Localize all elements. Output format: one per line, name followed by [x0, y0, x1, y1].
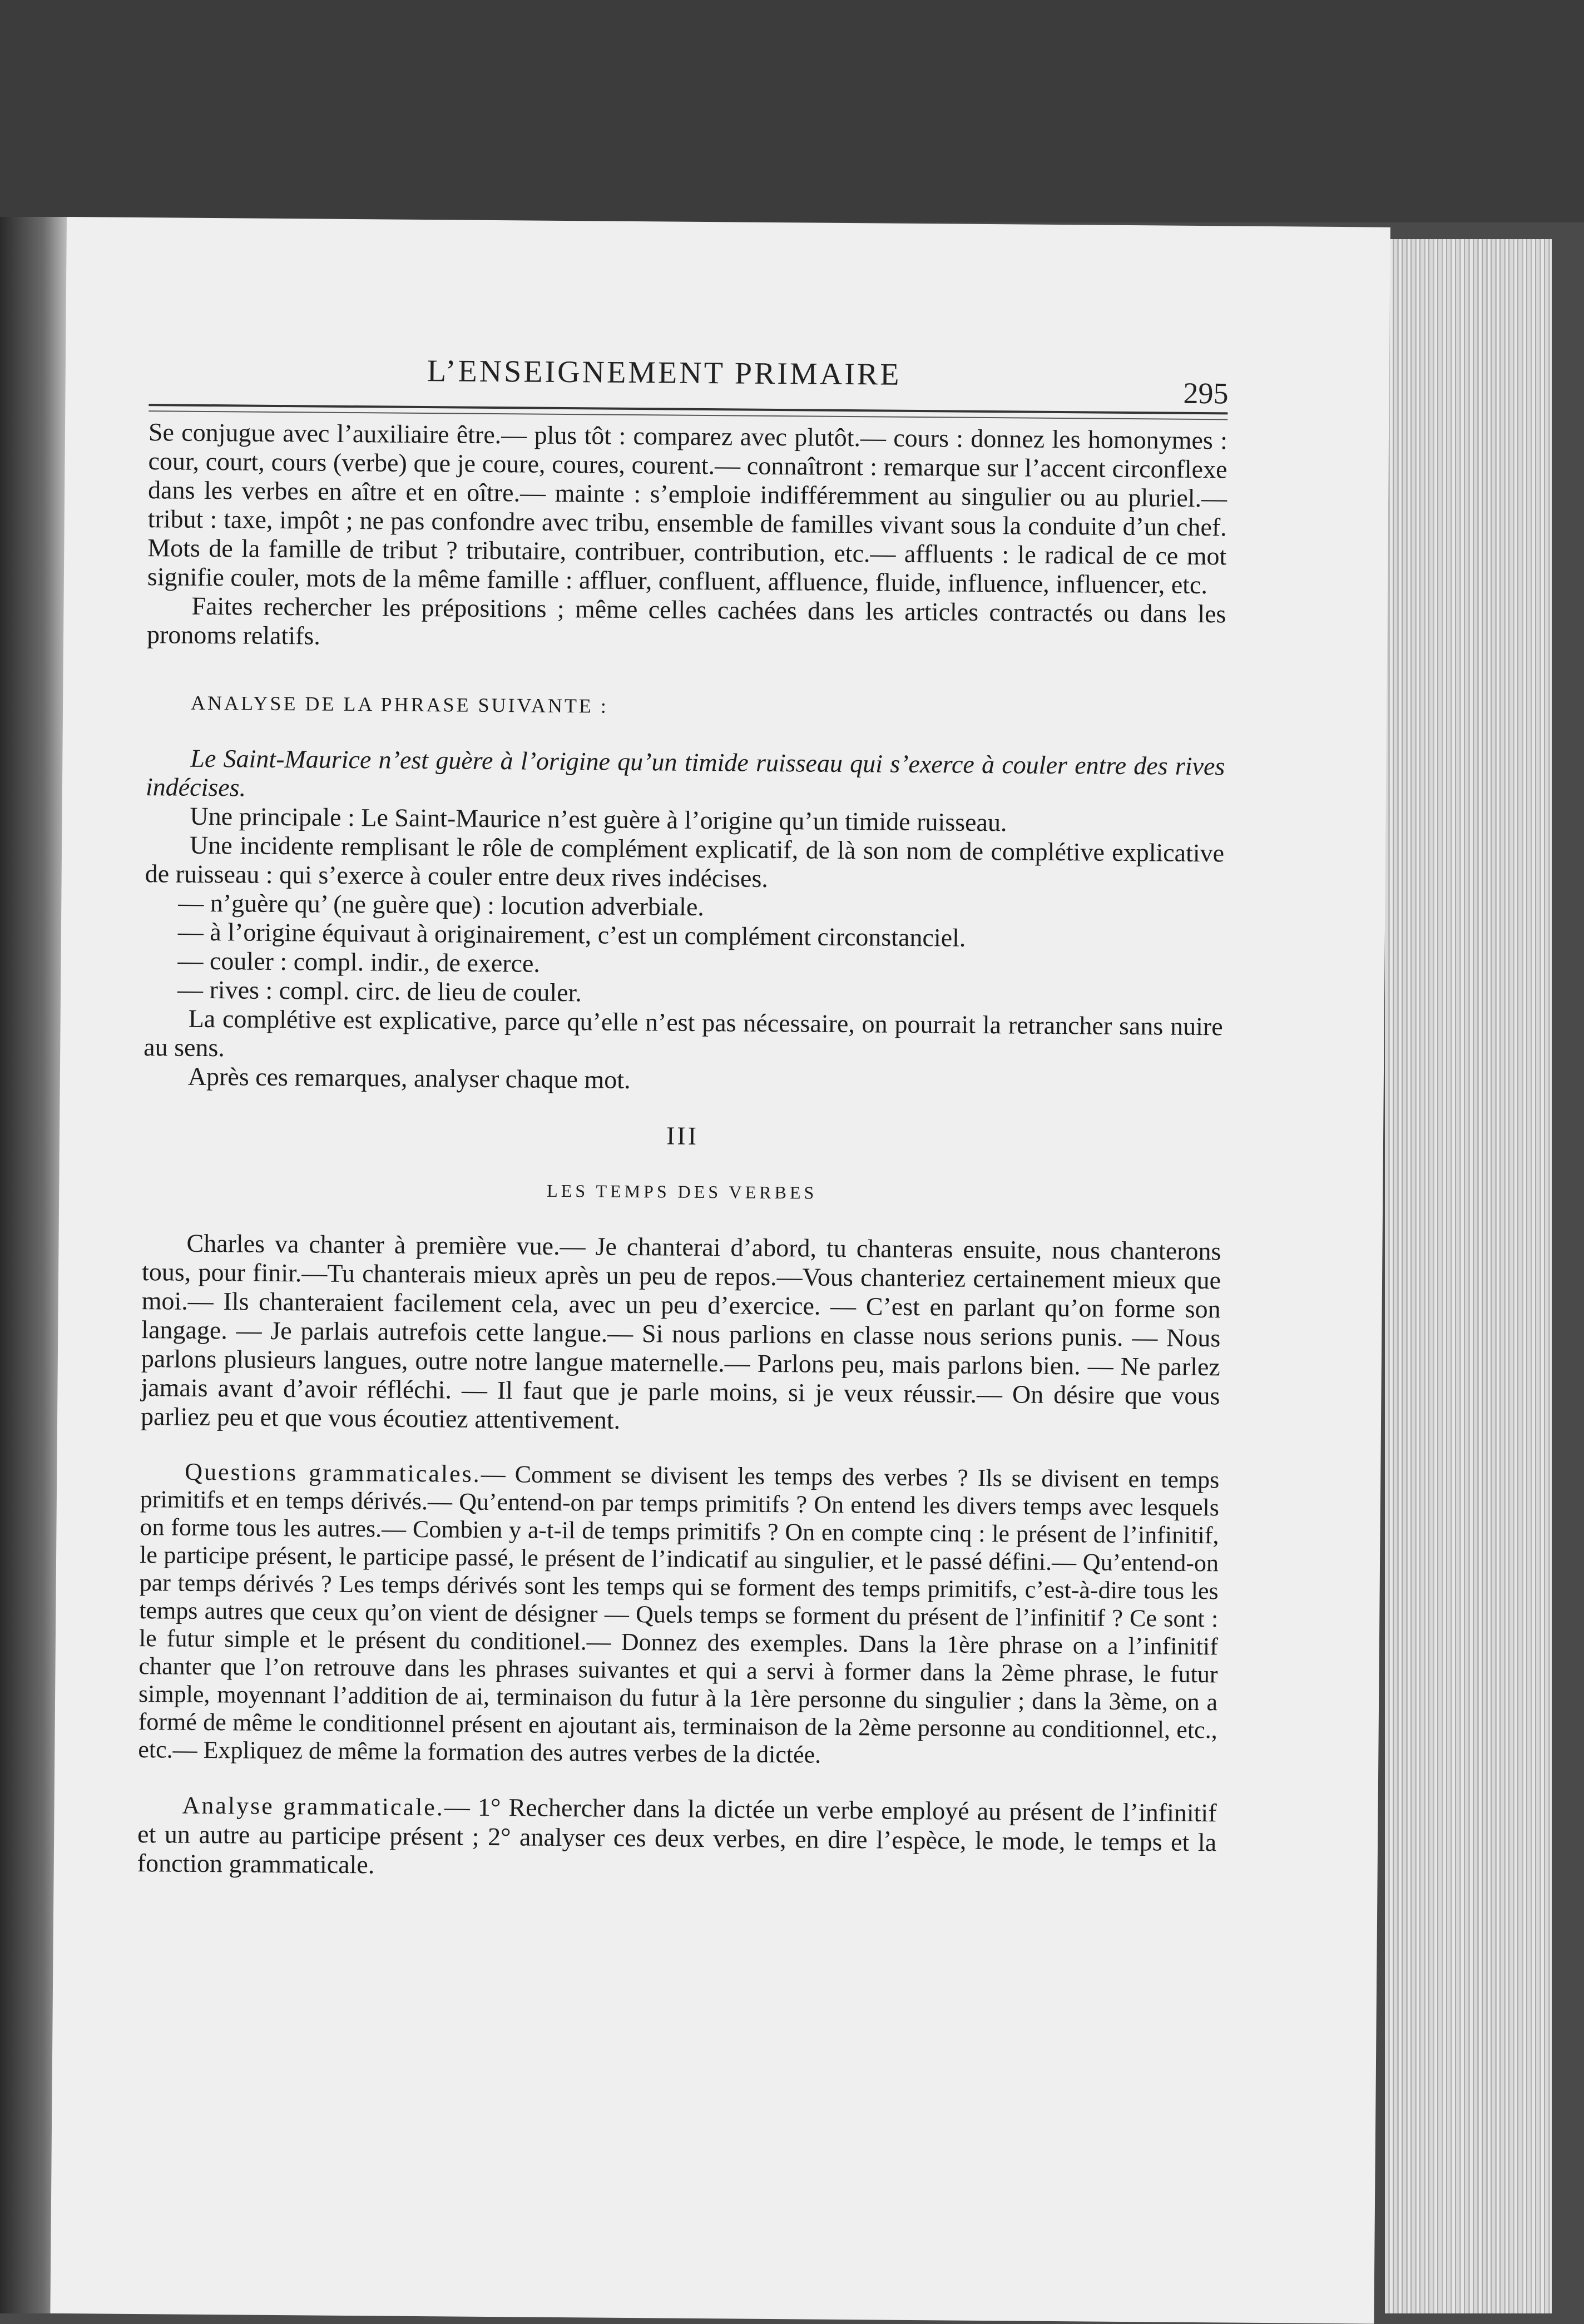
- completive-note: La complétive est explicative, parce qu’elle n’est pas nécessaire, on pourrait la retrancher sans nuire au sens.: [143, 1004, 1223, 1062]
- section-number: III: [666, 1121, 699, 1150]
- analysis-item: — couler : compl. indir., de exerce.: [177, 946, 541, 978]
- grammar-analysis: [137, 1790, 1217, 1886]
- analysis-heading: ANALYSE DE LA PHRASE SUIVANTE :: [190, 691, 609, 717]
- questions-label: Questions grammaticales.: [185, 1458, 481, 1488]
- prepositions-note: Faites rechercher les prépositions ; même celles cachées dans les articles contractés ou dans les pronoms relatifs.: [146, 591, 1226, 650]
- analysis-principale: Une principale : Le Saint-Maurice n’est guère à l’origine qu’un timide ruisseau.: [190, 801, 1007, 837]
- page-body: [137, 418, 1228, 1886]
- analysis-text: — 1° Rechercher dans la dictée un verbe employé au présent de l’infinitif et un autre au participe présent ; 2° analyser ces deux verbes, en dire l’espèce, le mode, le temps et la fonction grammaticale.: [137, 1792, 1217, 1879]
- analysis-item: — rives : compl. circ. de lieu de couler.: [177, 975, 582, 1007]
- analysis-item: — à l’origine équivaut à originairement, c’est un complément circonstanciel.: [177, 917, 966, 952]
- scan-backdrop: [0, 0, 1584, 222]
- questions-text: — Comment se divisent les temps des verbes ? Ils se divisent en temps primitifs et en temps dérivés.— Qu’entend-on par temps primitifs ? On entend les divers temps avec lesquels on forme tous les autres.— Combien y a-t-il de temps primitifs ? On en compte cinq : le présent de l’infinitif, le participe présent, le participe passé, le présent de l’indicatif au singulier, et le passé défini.— Qu’entend-on par temps dérivés ? Les temps dérivés sont les temps qui se forment des temps primitifs, c’est-à-dire tous les temps autres que ceux qu’on vient de désigner — Quels temps se forment du présent de l’infinitif ? Ce sont : le futur simple et le présent du conditionel.— Donnez des exemples. Dans la 1ère phrase on a l’infinitif chanter que l’on retrouve dans les phrases suivantes et qui a servi à former dans la 2ème phrase, le futur simple, moyennant l’addition de ai, terminaison du futur à la 1ère personne du singulier ; dans la 3ème, on a formé de même le conditionnel présent en ajoutant ais, terminaison de la 2ème personne au conditionnel, etc., etc.— Expliquez de même la formation des autres verbes de la dictée.: [138, 1460, 1220, 1768]
- example-sentence: Le Saint-Maurice n’est guère à l’origine qu’un timide ruisseau qui s’exerce à couler entre des rives indécises.: [145, 744, 1225, 802]
- analysis-label: Analyse grammaticale.: [182, 1791, 445, 1821]
- grammar-questions: [138, 1458, 1219, 1772]
- vocabulary-notes: Se conjugue avec l’auxiliaire être.— plus tôt : comparez avec plutôt.— cours : donnez les homonymes : cour, court, cours (verbe) que je coure, coures, courent.— connaîtront : remarque sur l’accent circonflexe dans les verbes en aître et en oître.— mainte : s’emploie indifféremment au singulier ou au pluriel.— tribut : taxe, impôt ; ne pas confondre avec tribu, ensemble de familles vivant sous la conduite d’un chef. Mots de la famille de tribut ? tributaire, contribuer, contribution, etc.— affluents : le radical de ce mot signifie couler, mots de la même famille : affluer, confluent, affluence, fluide, influence, influencer, etc.: [147, 418, 1228, 599]
- page-header: [65, 350, 1389, 410]
- book-page: [50, 217, 1390, 2324]
- analysis-incidente: Une incidente remplisant le rôle de complément explicatif, de là son nom de complétive explicative de ruisseau : qui s’exerce à couler entre deux rives indécises.: [145, 830, 1225, 893]
- page-number: 295: [1183, 376, 1229, 410]
- section-title: LES TEMPS DES VERBES: [547, 1180, 818, 1203]
- page-edges: [1385, 239, 1552, 2313]
- running-title: L’ENSEIGNEMENT PRIMAIRE: [427, 354, 902, 392]
- header-rule: [148, 404, 1227, 414]
- dictation-text: Charles va chanter à première vue.— Je chanterai d’abord, tu chanteras ensuite, nous chanterons tous, pour finir.—Tu chanterais mieux après un peu de repos.—Vous chanteriez certainement mieux que moi.— Ils chanteraient facilement cela, avec un peu d’exercice. — C’est en parlant qu’on forme son langage. — Je parlais autrefois cette langue.— Si nous parlions en classe nous serions punis. — Nous parlons plusieurs langues, outre notre langue maternelle.— Parlons peu, mais parlons bien. — Ne parlez jamais avant d’avoir réfléchi. — Il faut que je parle moins, si je veux réussir.— On désire que vous parliez peu et que vous écoutiez attentivement.: [140, 1228, 1221, 1434]
- final-instruction: Après ces remarques, analyser chaque mot.: [187, 1062, 631, 1094]
- analysis-item: — n’guère qu’ (ne guère que) : locution adverbiale.: [178, 888, 705, 921]
